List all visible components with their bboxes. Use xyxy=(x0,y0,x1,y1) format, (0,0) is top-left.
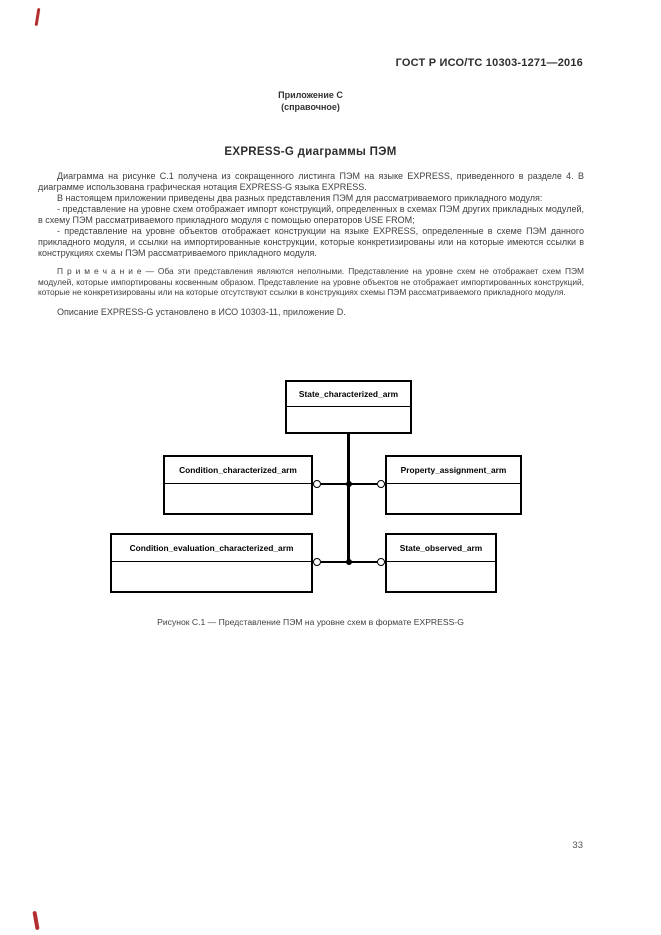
diagram-junction-dot-middle xyxy=(346,481,352,487)
page-reference-circle-middle-right xyxy=(377,480,385,488)
schema-box-label: State_characterized_arm xyxy=(287,382,410,407)
figure-caption: Рисунок С.1 — Представление ПЭМ на уровне схем в формате EXPRESS-G xyxy=(157,617,464,627)
annex-title: Приложение С xyxy=(278,90,343,100)
diagram-junction-dot-bottom xyxy=(346,559,352,565)
schema-box-label: Property_assignment_arm xyxy=(387,457,520,484)
schema-box-property-assignment-arm xyxy=(385,455,522,515)
body-text xyxy=(38,171,584,318)
bullet-entity-level: - представление на уровне объектов отображает конструкции на языке EXPRESS, определенные в схеме ПЭМ данного прикладного модуля, и ссылки на импортированные конструкции, которые конкретизированы или на которые имеются ссылки в конструкциях схемы ПЭМ рассматриваемого прикладного модуля. xyxy=(38,226,584,258)
document-header: ГОСТ Р ИСО/ТС 10303-1271—2016 xyxy=(395,57,583,69)
diagram-connector-line-bottom-right xyxy=(350,561,377,563)
schema-box-condition-characterized-arm xyxy=(163,455,313,515)
paragraph-intro: Диаграмма на рисунке С.1 получена из сокращенного листинга ПЭМ на языке EXPRESS, приведенного в разделе 4. В диаграмме использована графическая нотация EXPRESS-G языка EXPRESS. xyxy=(38,171,584,192)
schema-box-label: Condition_characterized_arm xyxy=(165,457,311,484)
diagram-connector-line-middle-left xyxy=(321,483,347,485)
page-number: 33 xyxy=(572,840,583,851)
diagram-vertical-trunk-line xyxy=(347,434,350,563)
diagram-connector-line-bottom-left xyxy=(321,561,347,563)
page-reference-circle-bottom-left xyxy=(313,558,321,566)
annex-subtitle: (справочное) xyxy=(281,102,340,112)
note-paragraph: П р и м е ч а н и е — Оба эти представления являются неполными. Представление на уровне схем не отображает схем ПЭМ модулей, которые импортированы косвенным образом. Представление на уровне объектов не отображает импортированных конструкций, которые не конкретизированы или на которые отсутствуют ссылки в конструкциях схемы ПЭМ рассматриваемого прикладного модуля. xyxy=(38,266,584,298)
schema-box-label: Condition_evaluation_characterized_arm xyxy=(112,535,311,562)
diagram-connector-line-middle-right xyxy=(350,483,377,485)
page-reference-circle-middle-left xyxy=(313,480,321,488)
schema-box-state-observed-arm xyxy=(385,533,497,593)
bullet-schema-level: - представление на уровне схем отображает импорт конструкций, определенных в схемах ПЭМ других прикладных модулей, в схему ПЭМ рассматриваемого прикладного модуля с помощью операторов USE FROM; xyxy=(38,204,584,225)
paragraph-representations: В настоящем приложении приведены два разных представления ПЭМ для рассматриваемого прикладного модуля: xyxy=(57,193,543,203)
scan-artifact-mark-top xyxy=(35,8,41,26)
schema-box-state-characterized-arm xyxy=(285,380,412,434)
section-title: EXPRESS-G диаграммы ПЭМ xyxy=(224,146,397,158)
schema-box-condition-evaluation-characterized-arm xyxy=(110,533,313,593)
page-reference-circle-bottom-right xyxy=(377,558,385,566)
scan-artifact-mark-bottom xyxy=(32,911,39,930)
paragraph-reference: Описание EXPRESS-G установлено в ИСО 10303-11, приложение D. xyxy=(57,306,346,317)
schema-box-label: State_observed_arm xyxy=(387,535,495,562)
